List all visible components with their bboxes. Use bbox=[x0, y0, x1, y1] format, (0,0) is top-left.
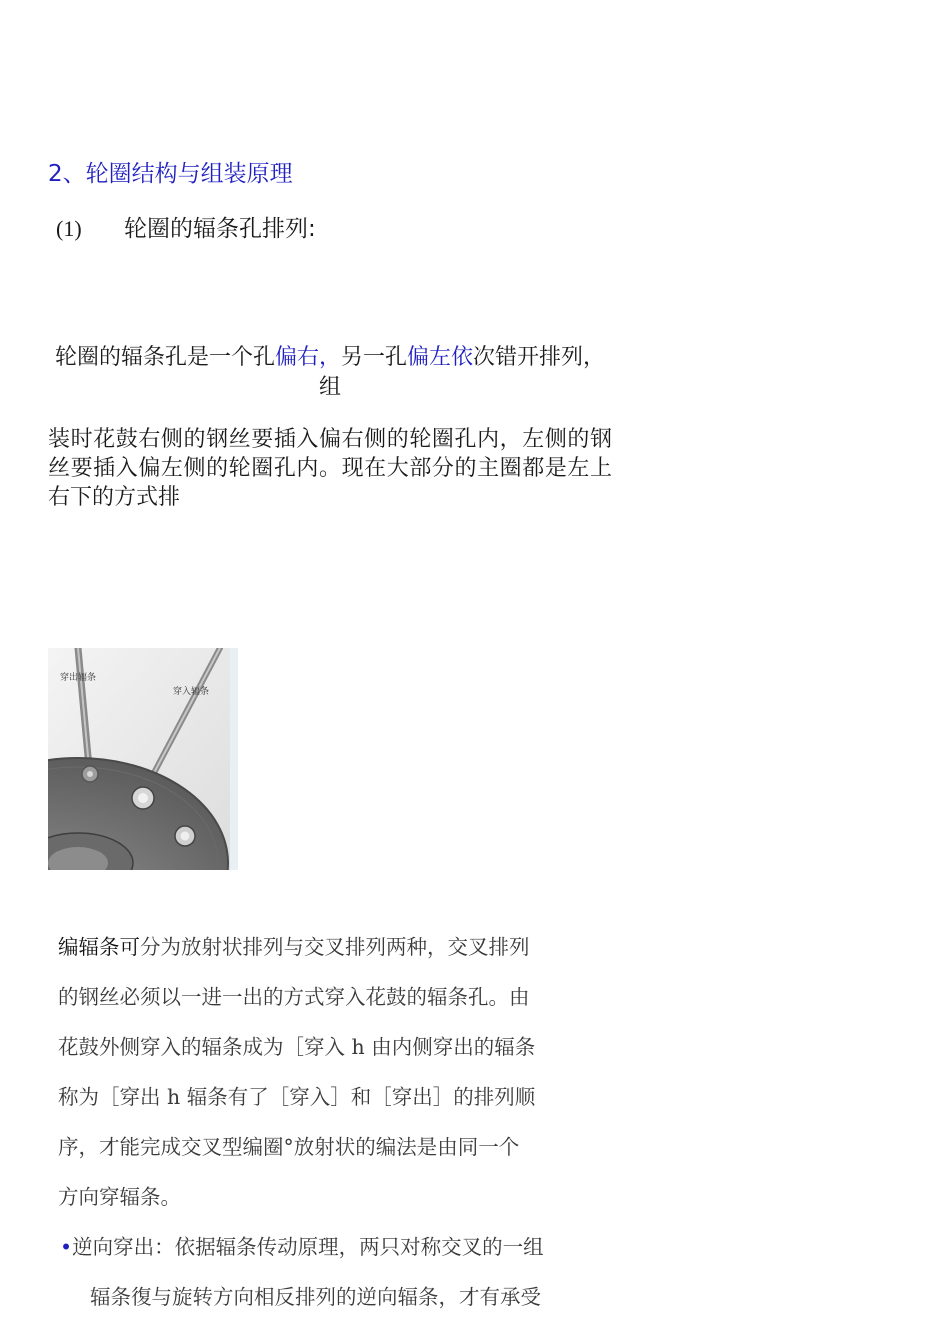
hub-spoke-photo bbox=[48, 648, 238, 870]
sub-heading-text: 轮圈的辐条孔排列: bbox=[124, 216, 316, 242]
bullet-line-1: 逆向穿出：依据辐条传动原理，两只对称交叉的一组 bbox=[72, 1235, 544, 1259]
paragraph-assembly: 装时花鼓右侧的钢丝要插入偏右侧的轮圈孔内，左侧的钢丝要插入偏左侧的轮圈孔内。现在大部分的主圈都是左上右下的方式排 bbox=[48, 427, 612, 510]
label-spoke-out: 穿出辐条 bbox=[60, 673, 97, 683]
sub-heading bbox=[56, 210, 316, 243]
body-lead: 编辐条可 bbox=[58, 935, 140, 959]
para1-text-3: 次错开排列，组 bbox=[318, 345, 606, 400]
section-title: 2、轮圈结构与组装原理 bbox=[48, 161, 293, 187]
bullet-line-2: 辐条復与旋转方向相反排列的逆向辐条，才有承受 bbox=[90, 1285, 541, 1309]
body-line bbox=[58, 922, 603, 972]
para1-highlight-right: 偏右， bbox=[274, 345, 341, 370]
body-line-6: 方向穿辐条。 bbox=[58, 1185, 181, 1209]
body-line-5: 序，才能完成交叉型编圈°放射状的编法是由同一个 bbox=[58, 1135, 520, 1159]
sub-heading-number: (1) bbox=[56, 216, 82, 241]
body-line-2: 的钢丝必须以一进一出的方式穿入花鼓的辐条孔。由 bbox=[58, 985, 530, 1009]
paragraph-spoke-hole-arrangement bbox=[48, 343, 612, 403]
para1-text-1: 轮圈的辐条孔是一个孔 bbox=[54, 345, 275, 370]
para1-highlight-left: 偏左依 bbox=[407, 345, 474, 370]
bullet-icon: • bbox=[60, 1235, 73, 1259]
label-spoke-in: 穿入辐条 bbox=[173, 687, 210, 697]
body-line-4: 称为［穿出 h 辐条有了［穿入］和［穿出］的排列顺 bbox=[58, 1085, 536, 1109]
body-line-3: 花鼓外侧穿入的辐条成为［穿入 h 由内侧穿出的辐条 bbox=[58, 1035, 536, 1059]
para1-text-2: 另一孔 bbox=[340, 345, 407, 370]
body-text-lacing bbox=[58, 922, 603, 1222]
body-line-1: 分为放射状排列与交叉排列两种，交叉排列 bbox=[140, 935, 530, 959]
bullet-item bbox=[60, 1222, 620, 1272]
